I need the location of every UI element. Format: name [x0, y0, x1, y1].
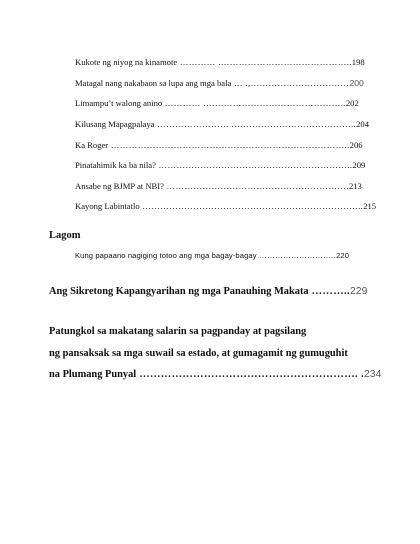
entry-title: Kilusang Mapagpalaya: [75, 119, 155, 129]
page-number: 229: [350, 286, 368, 297]
leader-dots: ………..: [308, 286, 351, 297]
leader-dots: ………… .………………………………………..: [162, 98, 346, 108]
section-heading-patungkol-line3: [49, 368, 382, 381]
toc-entry: [75, 78, 364, 89]
entry-title: Matagal nang nakabaon sa lupa ang mga bala: [75, 78, 232, 88]
toc-entry: [75, 201, 377, 212]
leader-dots: ………………………..: [256, 251, 337, 260]
toc-entry: [75, 119, 369, 130]
toc-entry: [75, 181, 362, 192]
leader-dots: ……………………………………………………. .: [136, 369, 365, 380]
toc-entry: [75, 250, 357, 261]
page-number: 234: [364, 369, 382, 380]
leader-dots: ………………………………………………………..: [155, 160, 353, 170]
page-number: 204: [356, 119, 369, 129]
entry-title: Kung papaano nagiging totoo ang mga bagay-bagay: [75, 251, 257, 260]
entry-title: Kukote ng niyog na kinamote: [75, 57, 178, 67]
page-number: 209: [352, 160, 366, 170]
leader-dots: ………………………………………………………………..: [139, 201, 364, 211]
leader-dots: ……………………………………………………………………..: [108, 140, 350, 150]
entry-title: Kayong Labintatlo: [75, 201, 140, 211]
entry-title: Limampu’t walong anino: [75, 98, 163, 108]
entry-title: Ansabe ng BJMP at NBI?: [75, 181, 164, 191]
toc-entry: [75, 98, 357, 109]
page-number: 215: [363, 201, 377, 211]
page-number: 200: [349, 78, 364, 88]
section-heading-patungkol-line1: Patungkol sa makatang salarin sa pagpanday at pagsilang: [49, 326, 307, 337]
toc-entry: [75, 140, 363, 151]
entry-title: na Plumang Punyal: [49, 369, 137, 380]
leader-dots: …………………………………………………….: [163, 181, 349, 191]
page-number: 213: [348, 181, 362, 191]
toc-entry: [75, 160, 366, 171]
section-heading-lagom: Lagom: [49, 230, 81, 241]
section-heading-sikreto: [49, 285, 368, 298]
entry-title: Ang Sikretong Kapangyarihan ng mga Panauhing Makata: [49, 286, 309, 297]
page-number: 202: [345, 98, 359, 108]
page-number: 220: [336, 251, 350, 260]
leader-dots: … .,……………………………: [231, 78, 350, 88]
page-number: 206: [349, 140, 363, 150]
leader-dots: …………………… .…………………………………..: [154, 119, 357, 129]
entry-title: Ka Roger: [75, 140, 109, 150]
section-heading-patungkol-line2: ng pansaksak sa mga suwail sa estado, at gumagamit ng gumuguhit: [49, 348, 348, 359]
entry-title: Pinatahimik ka ba nila?: [75, 160, 156, 170]
leader-dots: ………… .……………………………………..: [177, 57, 352, 67]
toc-entry: [75, 57, 365, 68]
page-number: 198: [351, 57, 365, 67]
